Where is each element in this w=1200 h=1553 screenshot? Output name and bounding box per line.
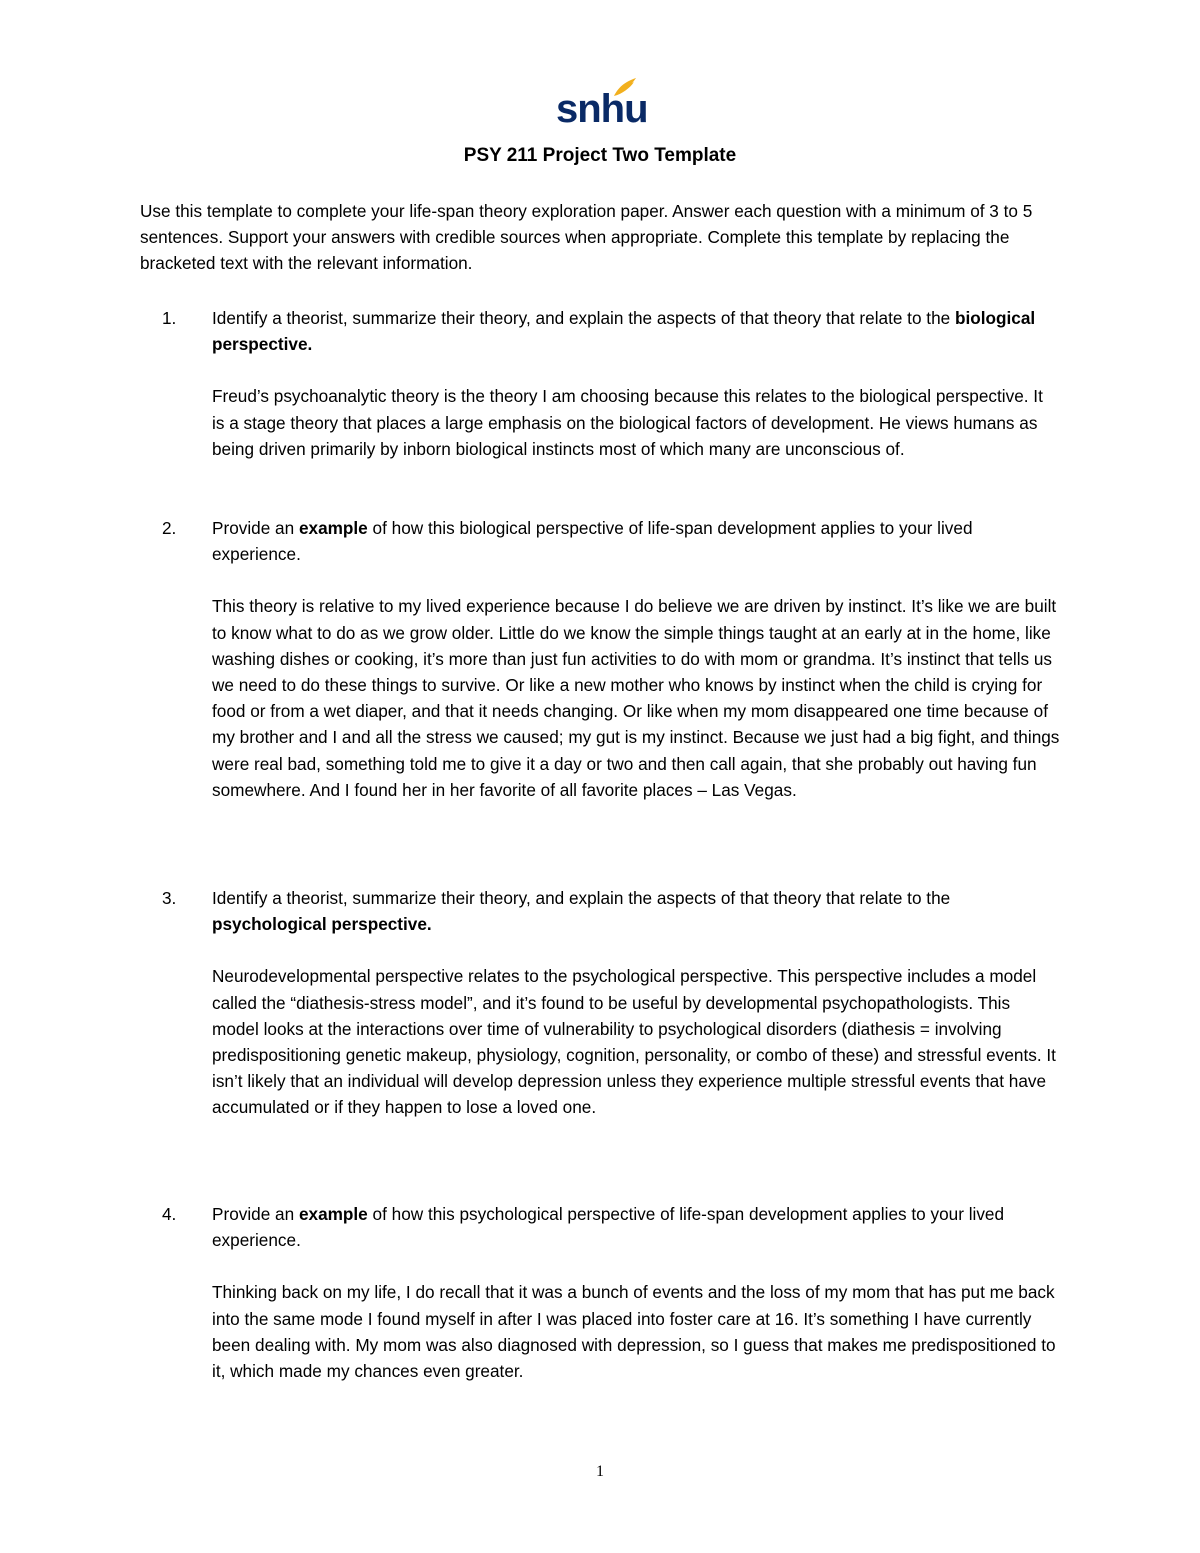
page-number: 1: [596, 1463, 604, 1480]
question-number: 4.: [162, 1204, 177, 1224]
logo-text: snhu: [556, 87, 648, 131]
question-item-2: [140, 515, 1060, 803]
prompt-emphasis: biological perspective.: [212, 308, 1036, 355]
question-number: 3.: [162, 888, 177, 908]
answer-text: Thinking back on my life, I do recall that it was a bunch of events and the loss of my mom that has put me back into the same mode I found myself in after I was placed into foster care at 16. It’s something I have currently been dealing with. My mom was also diagnosed with depression, so I guess that makes me predispositioned to it, which made my chances even greater.: [212, 1282, 1056, 1382]
prompt-emphasis: psychological perspective.: [212, 914, 432, 935]
question-number: 2.: [162, 518, 177, 538]
question-prompt: Provide an example of how this biological perspective of life-span development applies to your lived experience.: [212, 518, 973, 565]
intro-text: Use this template to complete your life-span theory exploration paper. Answer each question with a minimum of 3 to 5 sentences. Support your answers with credible sources when appropriate. Complete this template by replacing the bracketed text with the relevant information.: [140, 201, 1033, 274]
intro-paragraph: [140, 198, 1060, 277]
snhu-logo: [556, 76, 646, 134]
question-prompt: Provide an example of how this psychological perspective of life-span development applies to your lived experience.: [212, 1204, 1005, 1251]
question-number: 1.: [162, 308, 177, 328]
answer-text: Neurodevelopmental perspective relates to the psychological perspective. This perspective includes a model called the “diathesis-stress model”, and it’s found to be useful by developmental psychopathologists. This model looks at the interactions over time of vulnerability to psychological disorders (diathesis = involving predispositioning genetic makeup, physiology, cognition, personality, or combo of these) and stressful events. It isn’t likely that an individual will develop depression unless they experience multiple stressful events that have accumulated or if they happen to lose a loved one.: [212, 966, 1056, 1118]
question-item-3: [140, 885, 1060, 1121]
answer-text: Freud’s psychoanalytic theory is the theory I am choosing because this relates to the biological perspective. It is a stage theory that places a large emphasis on the biological factors of development. He views humans as being driven primarily by inborn biological instincts most of which many are unconscious of.: [212, 386, 1043, 459]
question-item-4: [140, 1201, 1060, 1384]
prompt-emphasis: example: [298, 518, 368, 538]
question-prompt: Identify a theorist, summarize their theory, and explain the aspects of that theory that relate to the biological perspective.: [212, 308, 1036, 355]
question-item-1: [140, 305, 1060, 462]
answer-text: This theory is relative to my lived experience because I do believe we are driven by instinct. It’s like we are built to know what to do as we grow older. Little do we know the simple things taught at an early at in the home, like washing dishes or cooking, it’s more than just fun activities to do with mom or grandma. It’s instinct that tells us we need to do these things to survive. Or like a new mother who knows by instinct when the child is crying for food or from a wet diaper, and that it needs changing. Or like when my mom disappeared one time because of my brother and I and all the stress we caused; my gut is my instinct. Because we just had a big fight, and things were real bad, something told me to give it a day or two and then call again, that she probably out having fun somewhere. And I found her in her favorite of all favorite places – Las Vegas.: [212, 596, 1060, 800]
question-prompt: Identify a theorist, summarize their theory, and explain the aspects of that theory that relate to the psychological perspective.: [212, 888, 951, 935]
page-title: PSY 211 Project Two Template: [463, 145, 737, 166]
prompt-emphasis: example: [298, 1204, 368, 1224]
